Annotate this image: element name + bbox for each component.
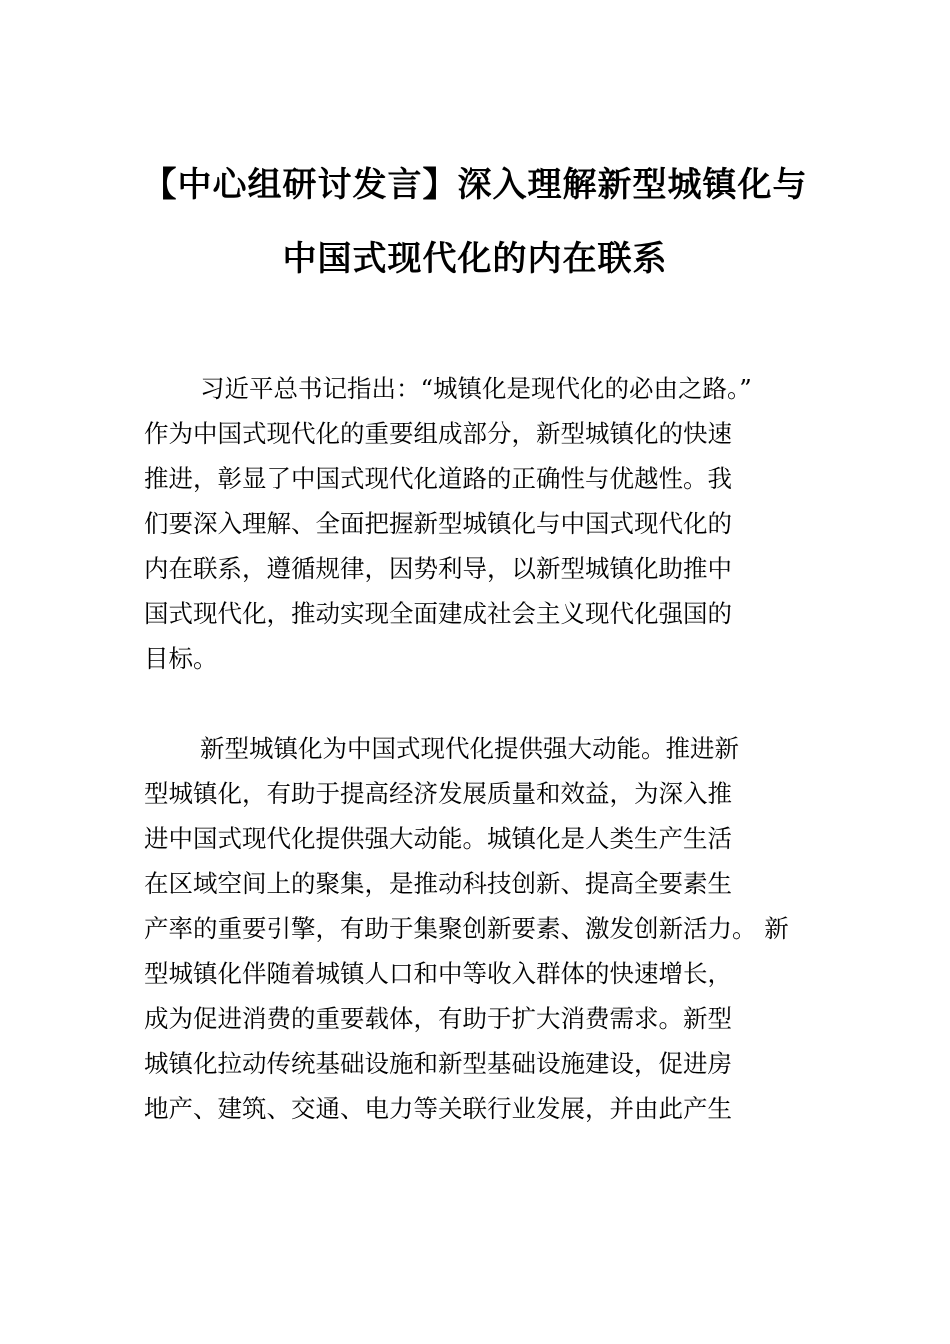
paragraph-line: 型城镇化，有助于提高经济发展质量和效益，为深入推 (144, 779, 732, 808)
paragraph-2 (144, 726, 834, 1131)
paragraph-line: 成为促进消费的重要载体，有助于扩大消费需求。新型 (144, 1004, 732, 1033)
paragraph-line: 作为中国式现代化的重要组成部分，新型城镇化的快速 (144, 419, 732, 448)
document-body (144, 366, 834, 1131)
paragraph-line: 目标。 (144, 644, 218, 673)
paragraph-line: 习近平总书记指出：“城镇化是现代化的必由之路。” (200, 374, 752, 403)
paragraph-line: 们要深入理解、全面把握新型城镇化与中国式现代化的 (144, 509, 732, 538)
paragraph-line: 产率的重要引擎，有助于集聚创新要素、激发创新活力。 新 (144, 914, 789, 943)
paragraph-1 (144, 366, 834, 681)
paragraph-line: 推进，彰显了中国式现代化道路的正确性与优越性。我 (144, 464, 732, 493)
paragraph-line: 进中国式现代化提供强大动能。城镇化是人类生产生活 (144, 824, 732, 853)
title-line-2: 中国式现代化的内在联系 (282, 239, 668, 279)
paragraph-line: 地产、建筑、交通、电力等关联行业发展，并由此产生 (144, 1094, 732, 1123)
paragraph-line: 内在联系，遵循规律，因势利导，以新型城镇化助推中 (144, 554, 732, 583)
paragraph-line: 型城镇化伴随着城镇人口和中等收入群体的快速增长， (144, 959, 732, 988)
paragraph-line: 新型城镇化为中国式现代化提供强大动能。推进新 (200, 734, 739, 763)
paragraph-line: 在区域空间上的聚集，是推动科技创新、提高全要素生 (144, 869, 732, 898)
document-title (120, 148, 830, 296)
paragraph-line: 城镇化拉动传统基础设施和新型基础设施建设，促进房 (144, 1049, 732, 1078)
paragraph-line: 国式现代化，推动实现全面建成社会主义现代化强国的 (144, 599, 732, 628)
title-line-1: 【中心组研讨发言】深入理解新型城镇化与 (142, 165, 808, 205)
